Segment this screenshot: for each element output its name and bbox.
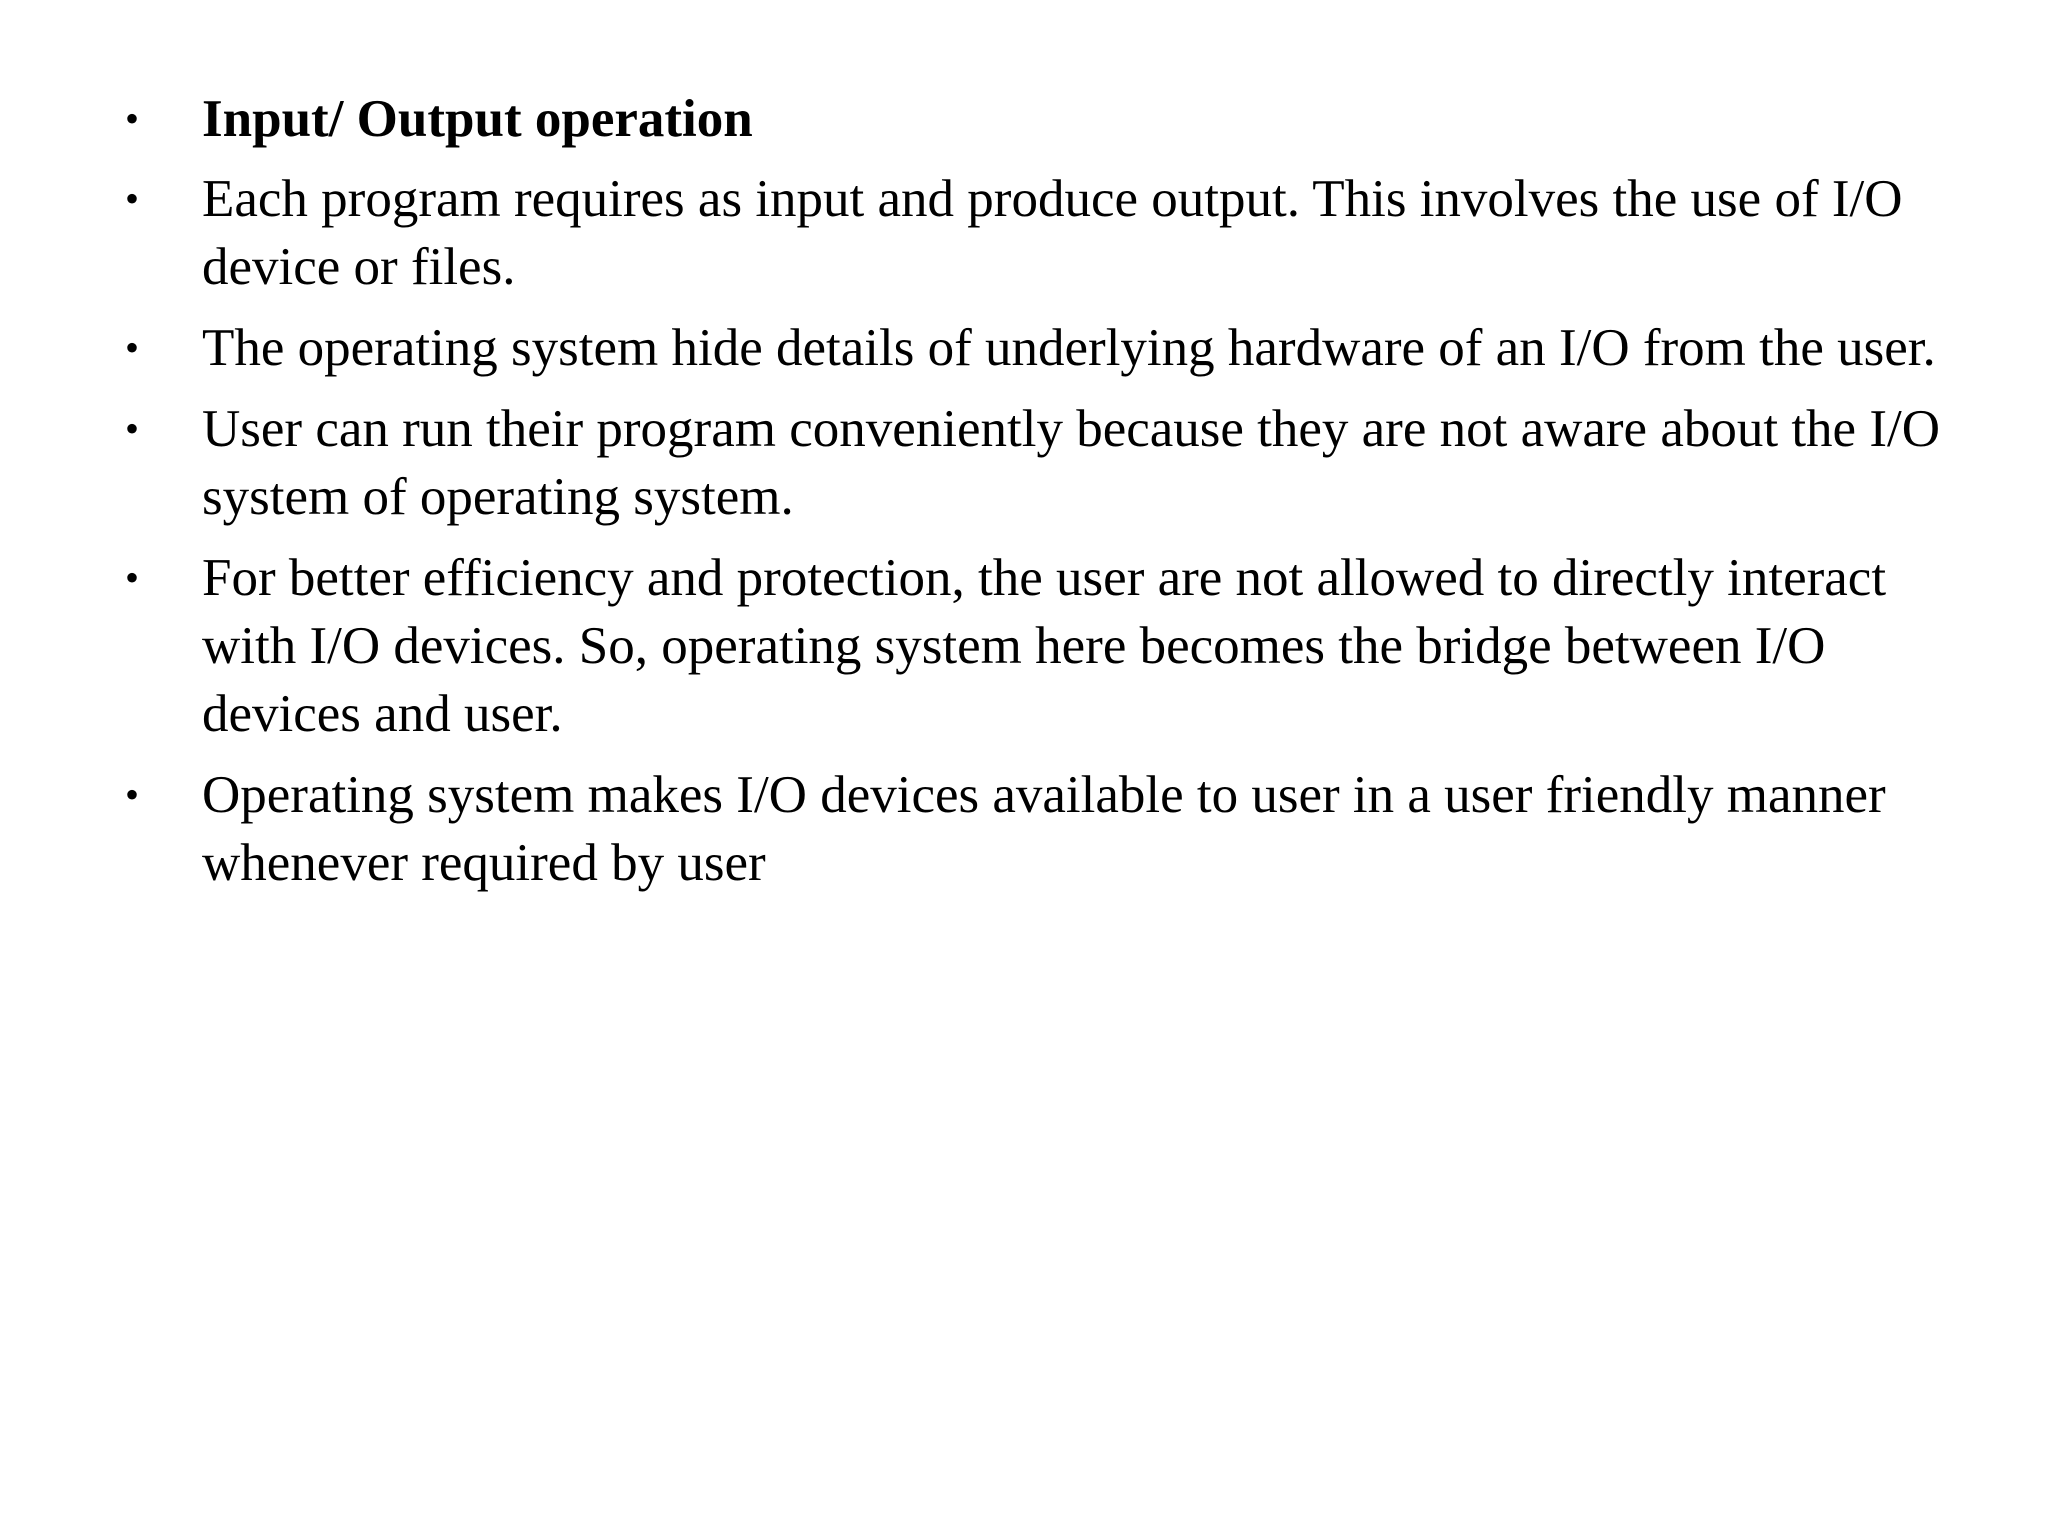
bullet-text: User can run their program conveniently because they are not aware about the I/O system of operating system. xyxy=(202,400,1940,526)
bullet-item xyxy=(125,395,1955,531)
bullet-item xyxy=(125,761,1955,897)
bullet-icon: • xyxy=(125,96,140,141)
bullet-icon: • xyxy=(125,176,140,221)
bullet-icon: • xyxy=(125,555,140,600)
bullet-text: Each program requires as input and produce output. This involves the use of I/O device or files. xyxy=(202,170,1903,296)
bullet-icon: • xyxy=(125,325,140,370)
bullet-item xyxy=(125,544,1955,748)
bullet-text: For better efficiency and protection, the user are not allowed to directly interact with I/O devices. So, operating system here becomes the bridge between I/O devices and user. xyxy=(202,549,1887,743)
bullet-item xyxy=(125,165,1955,301)
bullet-item-heading xyxy=(125,85,1955,153)
bullet-text: Operating system makes I/O devices available to user in a user friendly manner whenever required by user xyxy=(202,766,1886,892)
bullet-icon: • xyxy=(125,772,140,817)
bullet-item xyxy=(125,314,1955,382)
bullet-text: The operating system hide details of underlying hardware of an I/O from the user. xyxy=(202,319,1936,377)
bullet-list xyxy=(125,85,1955,910)
bullet-heading-text: Input/ Output operation xyxy=(202,90,753,148)
bullet-icon: • xyxy=(125,406,140,451)
